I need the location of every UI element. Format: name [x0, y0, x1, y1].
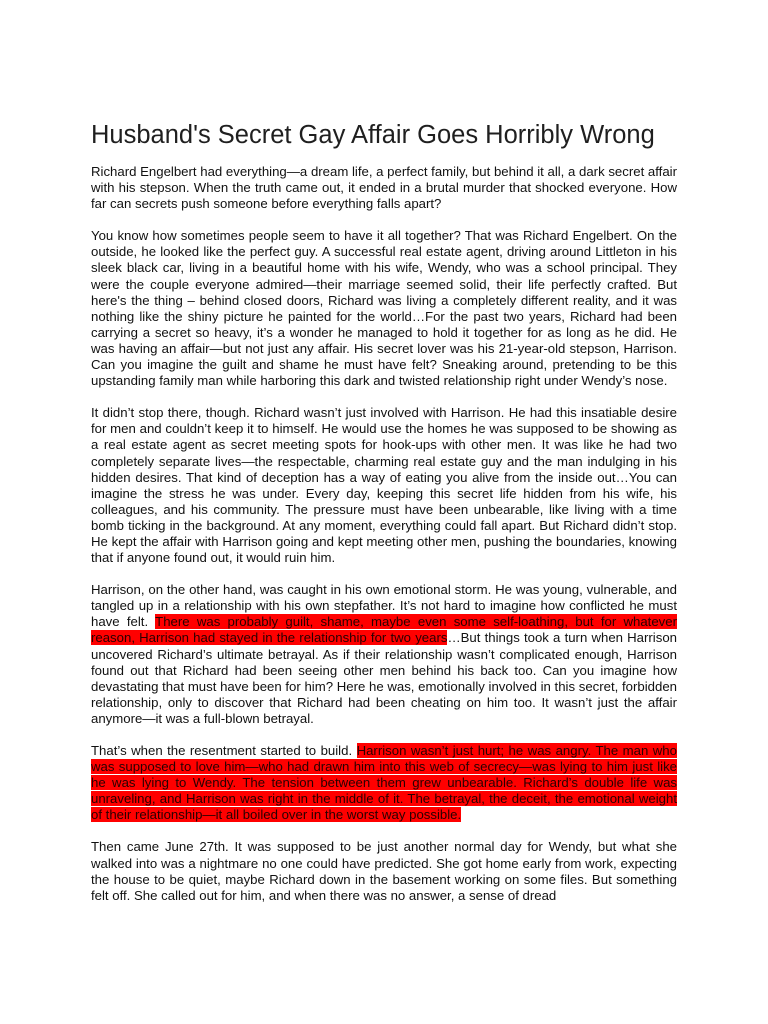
paragraph-text: Harrison, on the other hand, was caught in his own emotional storm. He was young, vulnerable, and tangled up in a relationship with his own stepfather. It’s not hard to imagine how conflicted he must have felt.	[91, 582, 677, 630]
highlighted-text: There was probably guilt, shame, maybe even some self-loathing, but for whatever reason, Harrison had stayed in the relationship for two years	[91, 614, 677, 646]
paragraph	[91, 164, 677, 212]
paragraph-text: Richard Engelbert had everything—a dream life, a perfect family, but behind it all, a dark secret affair with his stepson. When the truth came out, it ended in a brutal murder that shocked everyone. How far can secrets push someone before everything falls apart?	[91, 164, 677, 212]
document-body	[91, 164, 677, 920]
document-title: Husband's Secret Gay Affair Goes Horribly Wrong	[91, 121, 655, 149]
paragraph-text: That’s when the resentment started to build.	[91, 743, 357, 758]
paragraph	[91, 839, 677, 903]
paragraph	[91, 582, 677, 727]
paragraph-text: It didn’t stop there, though. Richard wasn’t just involved with Harrison. He had this insatiable desire for men and couldn’t keep it to himself. He would use the homes he was supposed to be showing as a real estate agent as secret meeting spots for hook-ups with other men. It was like he had two completely separate lives—the respectable, charming real estate guy and the man indulging in his hidden desires. That kind of deception has a way of eating you alive from the inside out…You can imagine the stress he was under. Every day, keeping this secret life hidden from his wife, his colleagues, and his community. The pressure must have been unbearable, like living with a time bomb ticking in the background. At any moment, everything could fall apart. But Richard didn’t stop. He kept the affair with Harrison going and kept meeting other men, pushing the boundaries, knowing that if anyone found out, it would ruin him.	[91, 405, 677, 566]
paragraph	[91, 743, 677, 823]
highlighted-text: Harrison wasn’t just hurt; he was angry. The man who was supposed to love him—who had drawn him into this web of secrecy—was lying to him just like he was lying to Wendy. The tension between them grew unbearable. Richard’s double life was unraveling, and Harrison was right in the middle of it. The betrayal, the deceit, the emotional weight of their relationship—it all boiled over in the worst way possible.	[91, 743, 677, 823]
paragraph	[91, 405, 677, 566]
paragraph	[91, 228, 677, 389]
paragraph-text: …But things took a turn when Harrison uncovered Richard’s ultimate betrayal. As if their relationship wasn’t complicated enough, Harrison found out that Richard had been seeing other men behind his back too. Can you imagine how devastating that must have been for him? Here he was, emotionally involved in this secret, forbidden relationship, only to discover that Richard had been cheating on him too. It wasn’t just the affair anymore—it was a full-blown betrayal.	[91, 630, 677, 726]
paragraph-text: Then came June 27th. It was supposed to be just another normal day for Wendy, but what she walked into was a nightmare no one could have predicted. She got home early from work, expecting the house to be quiet, maybe Richard down in the basement working on some files. But something felt off. She called out for him, and when there was no answer, a sense of dread	[91, 839, 677, 903]
paragraph-text: You know how sometimes people seem to have it all together? That was Richard Engelbert. On the outside, he looked like the perfect guy. A successful real estate agent, driving around Littleton in his sleek black car, living in a beautiful home with his wife, Wendy, who was a school principal. They were the couple everyone admired—their marriage seemed solid, their life perfectly crafted. But here's the thing – behind closed doors, Richard was living a completely different reality, and it was nothing like the shiny picture he painted for the world…For the past two years, Richard had been carrying a secret so heavy, it’s a wonder he managed to hold it together for as long as he did. He was having an affair—but not just any affair. His secret lover was his 21-year-old stepson, Harrison. Can you imagine the guilt and shame he must have felt? Sneaking around, pretending to be this upstanding family man while harboring this dark and twisted relationship right under Wendy’s nose.	[91, 228, 677, 389]
